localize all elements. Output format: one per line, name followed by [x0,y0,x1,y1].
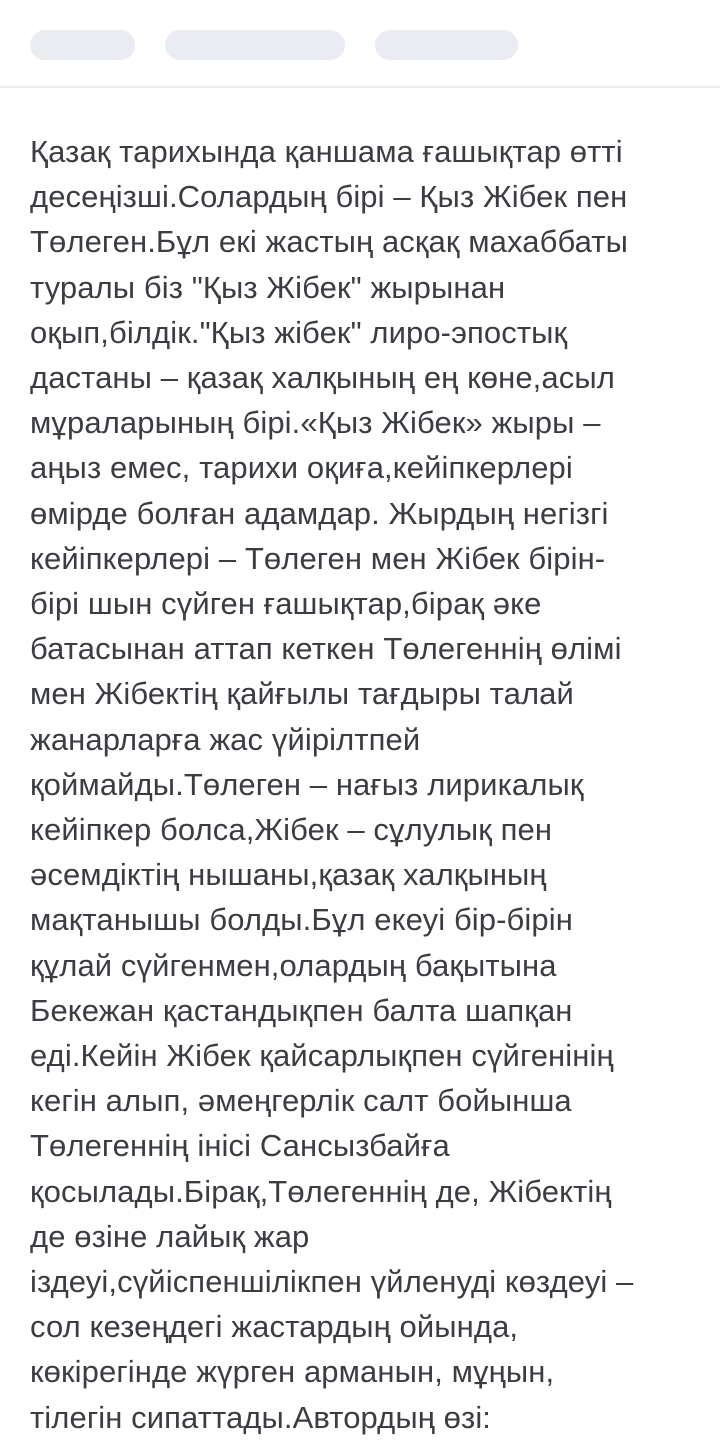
text-line: мұраларының бірі.«Қыз Жібек» жыры – [30,405,601,441]
text-line: оқып,білдік."Қыз жібек" лиро-эпостық [30,314,568,350]
text-line: тілегін сипаттады.Автордың өзі: [30,1399,492,1435]
text-line: әсемдіктің нышаны,қазақ халқының [30,857,547,893]
text-line: Төлеген.Бұл екі жастың асқақ махаббаты [30,224,628,260]
text-line: қоймайды.Төлеген – нағыз лирикалық [30,766,584,802]
text-line: дастаны – қазақ халқының ең көне,асыл [30,360,615,396]
text-line: өмірде болған адамдар. Жырдың негізгі [30,495,609,531]
text-line: бірі шын сүйген ғашықтар,бірақ әке [30,586,542,622]
text-line: десеңізші.Солардың бірі – Қыз Жібек пен [30,179,628,215]
text-line: туралы біз "Қыз Жібек" жырынан [30,269,506,305]
text-line: жанарларға жас үйірілтпей [30,721,421,757]
text-line: мен Жібектің қайғылы тағдыры талай [30,676,574,712]
text-line: кейіпкерлері – Төлеген мен Жібек бірін- [30,540,606,576]
top-placeholder-bar [0,0,720,88]
text-line: құлай сүйгенмен,олардың бақытына [30,947,557,983]
text-line: Қазақ тарихында қаншама ғашықтар өтті [30,134,623,169]
text-line: кегін алып, әмеңгерлік салт бойынша [30,1083,572,1119]
loading-placeholder-pill [30,30,135,60]
loading-placeholder-pill [375,30,518,60]
text-line: сол кезеңдегі жастардың ойында, [30,1309,519,1345]
text-line: Төлегеннің інісі Сансызбайға [30,1128,450,1164]
text-line: батасынан аттап кеткен Төлегеннің өлімі [30,631,622,667]
text-line: кейіпкер болса,Жібек – сұлулық пен [30,812,553,848]
text-line: мақтанышы болды.Бұл екеуі бір-бірін [30,902,573,938]
loading-placeholder-pill [165,30,345,60]
text-line: де өзіне лайық жар [30,1218,310,1254]
text-line: еді.Кейін Жібек қайсарлықпен сүйгенінің [30,1038,614,1074]
text-line: қосылады.Бірақ,Төлегеннің де, Жібектің [30,1173,612,1209]
text-line: Бекежан қастандықпен балта шапқан [30,992,573,1028]
text-line: көкірегінде жүрген арманын, мұңын, [30,1354,555,1390]
text-line: аңыз емес, тарихи оқиға,кейіпкерлері [30,450,573,486]
answer-text [30,129,710,1440]
text-line: іздеуі,сүйіспеншілікпен үйленуді көздеуі – [30,1264,634,1300]
